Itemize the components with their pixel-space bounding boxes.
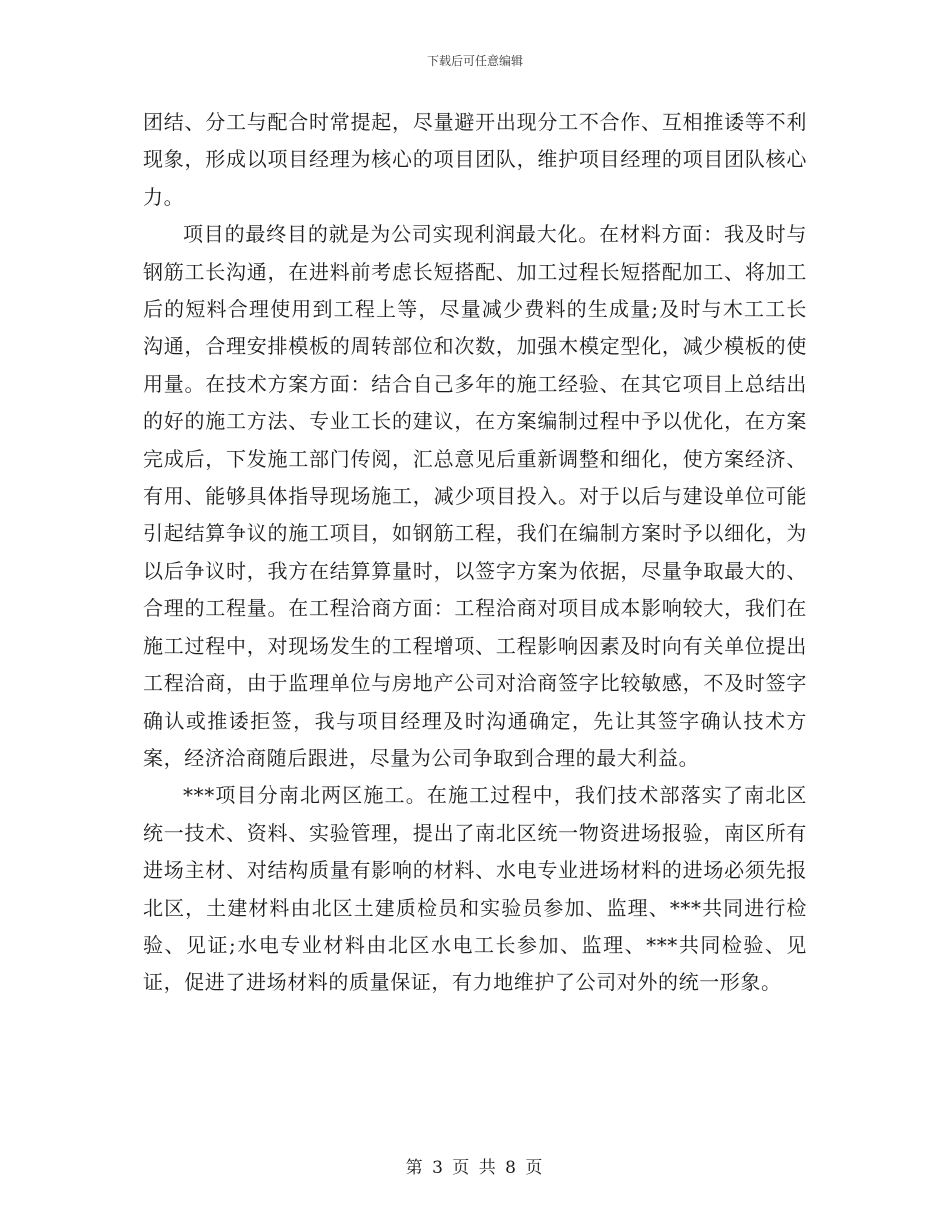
paragraph-profit: 项目的最终目的就是为公司实现利润最大化。在材料方面：我及时与钢筋工长沟通，在进料前考虑长短搭配、加工过程长短搭配加工、将加工后的短料合理使用到工程上等，尽量减少费料的生成量;及时与木工工长沟通，合理安排模板的周转部位和次数，加强木模定型化，减少模板的使用量。在技术方案方面：结合自己多年的施工经验、在其它项目上总结出的好的施工方法、专业工长的建议，在方案编制过程中予以优化，在方案完成后，下发施工部门传阅，汇总意见后重新调整和细化，使方案经济、有用、能够具体指导现场施工，减少项目投入。对于以后与建设单位可能引起结算争议的施工项目，如钢筋工程，我们在编制方案时予以细化，为以后争议时，我方在结算算量时，以签字方案为依据，尽量争取最大的、合理的工程量。在工程洽商方面：工程洽商对项目成本影响较大，我们在施工过程中，对现场发生的工程增项、工程影响因素及时向有关单位提出工程洽商，由于监理单位与房地产公司对洽商签字比较敏感，不及时签字确认或推诿拒签，我与项目经理及时沟通确定，先让其签字确认技术方案，经济洽商随后跟进，尽量为公司争取到合理的最大利益。 xyxy=(143,222,807,770)
page-header: 下载后可任意编辑 xyxy=(426,54,523,68)
document-body xyxy=(143,104,807,1002)
paragraph-continuation: 团结、分工与配合时常提起，尽量避开出现分工不合作、互相推诿等不利现象，形成以项目经理为核心的项目团队，维护项目经理的项目团队核心力。 xyxy=(143,110,807,209)
page-footer xyxy=(0,1153,950,1178)
paragraph-zones: ***项目分南北两区施工。在施工过程中，我们技术部落实了南北区统一技术、资料、实验管理，提出了南北区统一物资进场报验，南区所有进场主材、对结构质量有影响的材料、水电专业进场材料的进场必须先报北区，土建材料由北区土建质检员和实验员参加、监理、***共同进行检验、见证;水电专业材料由北区水电工长参加、监理、***共同检验、见证，促进了进场材料的质量保证，有力地维护了公司对外的统一形象。 xyxy=(143,783,807,995)
page-number: 第 3 页 共 8 页 xyxy=(405,1158,545,1178)
